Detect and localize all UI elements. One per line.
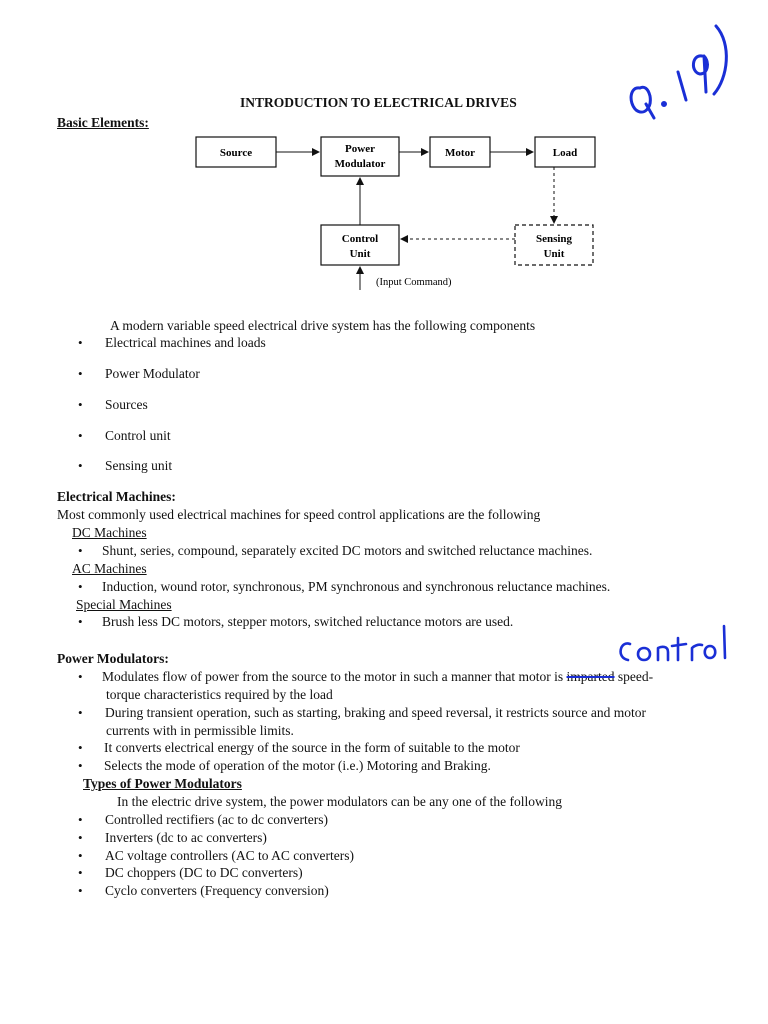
list-item: Brush less DC motors, stepper motors, switched reluctance motors are used. [102,614,514,629]
list-item: Inverters (dc to ac converters) [105,830,267,845]
list-item-continuation: currents with in permissible limits. [106,723,294,738]
bullet: • [78,458,83,473]
item1-text-end: speed- [617,669,654,684]
control-unit-label-2: Unit [349,248,371,260]
item1-text: Modulates flow of power from the source to the motor in such a manner that motor is [102,669,564,684]
load-label: Load [552,147,578,159]
bullet: • [78,758,83,773]
list-item: It converts electrical energy of the source in the form of suitable to the motor [104,740,520,755]
types-intro: In the electric drive system, the power modulators can be any one of the following [117,794,562,809]
bullet: • [78,614,83,629]
power-modulator-label-2: Modulator [334,158,386,170]
list-item: Sensing unit [105,458,173,473]
bullet: • [78,705,83,720]
dc-machines-heading: DC Machines [72,525,147,540]
bullet: • [78,366,83,381]
electrical-machines-intro: Most commonly used electrical machines for speed control applications are the following [57,507,541,522]
ac-machines-heading: AC Machines [72,561,147,576]
bullet: • [78,397,83,412]
bullet: • [78,883,83,898]
electrical-machines-heading: Electrical Machines: [57,489,176,504]
basic-elements-heading: Basic Elements: [57,115,149,130]
handwritten-correction-annotation [612,620,732,668]
bullet: • [78,740,83,755]
list-item: Selects the mode of operation of the motor (i.e.) Motoring and Braking. [104,758,491,773]
sensing-unit-label-2: Unit [543,248,565,260]
list-item: Power Modulator [105,366,200,381]
motor-label: Motor [445,147,475,159]
source-label: Source [219,147,253,159]
bullet: • [78,830,83,845]
list-item: Controlled rectifiers (ac to dc converters) [105,812,329,827]
bullet: • [78,579,83,594]
list-item: Induction, wound rotor, synchronous, PM synchronous and synchronous reluctance machines. [102,579,611,594]
components-intro: A modern variable speed electrical drive system has the following components [110,318,536,333]
list-item: Cyclo converters (Frequency conversion) [105,883,329,898]
list-item-continuation: torque characteristics required by the load [106,687,333,702]
list-item [102,668,653,685]
page-title: INTRODUCTION TO ELECTRICAL DRIVES [240,95,517,110]
input-command-label: (Input Command) [376,277,452,288]
block-diagram [190,128,610,298]
power-modulator-label-1: Power [345,143,375,155]
bullet: • [78,669,83,684]
bullet: • [78,543,83,558]
sensing-unit-label-1: Sensing [535,233,573,245]
list-item: Electrical machines and loads [105,335,266,350]
bullet: • [78,865,83,880]
bullet: • [78,812,83,827]
list-item: Control unit [105,428,171,443]
list-item: Shunt, series, compound, separately excited DC motors and switched reluctance machines. [102,543,593,558]
list-item: DC choppers (DC to DC converters) [105,865,303,880]
bullet: • [78,428,83,443]
struck-word: imparted [566,669,615,684]
control-unit-label-1: Control [341,233,379,245]
list-item: AC voltage controllers (AC to AC converters) [105,848,354,863]
power-modulators-heading: Power Modulators: [57,651,169,666]
bullet: • [78,335,83,350]
bullet: • [78,848,83,863]
handwritten-question-annotation [620,12,732,124]
types-of-power-modulators-heading: Types of Power Modulators [83,776,242,791]
special-machines-heading: Special Machines [76,597,172,612]
list-item: During transient operation, such as starting, braking and speed reversal, it restricts source and motor [105,705,646,720]
list-item: Sources [105,397,148,412]
